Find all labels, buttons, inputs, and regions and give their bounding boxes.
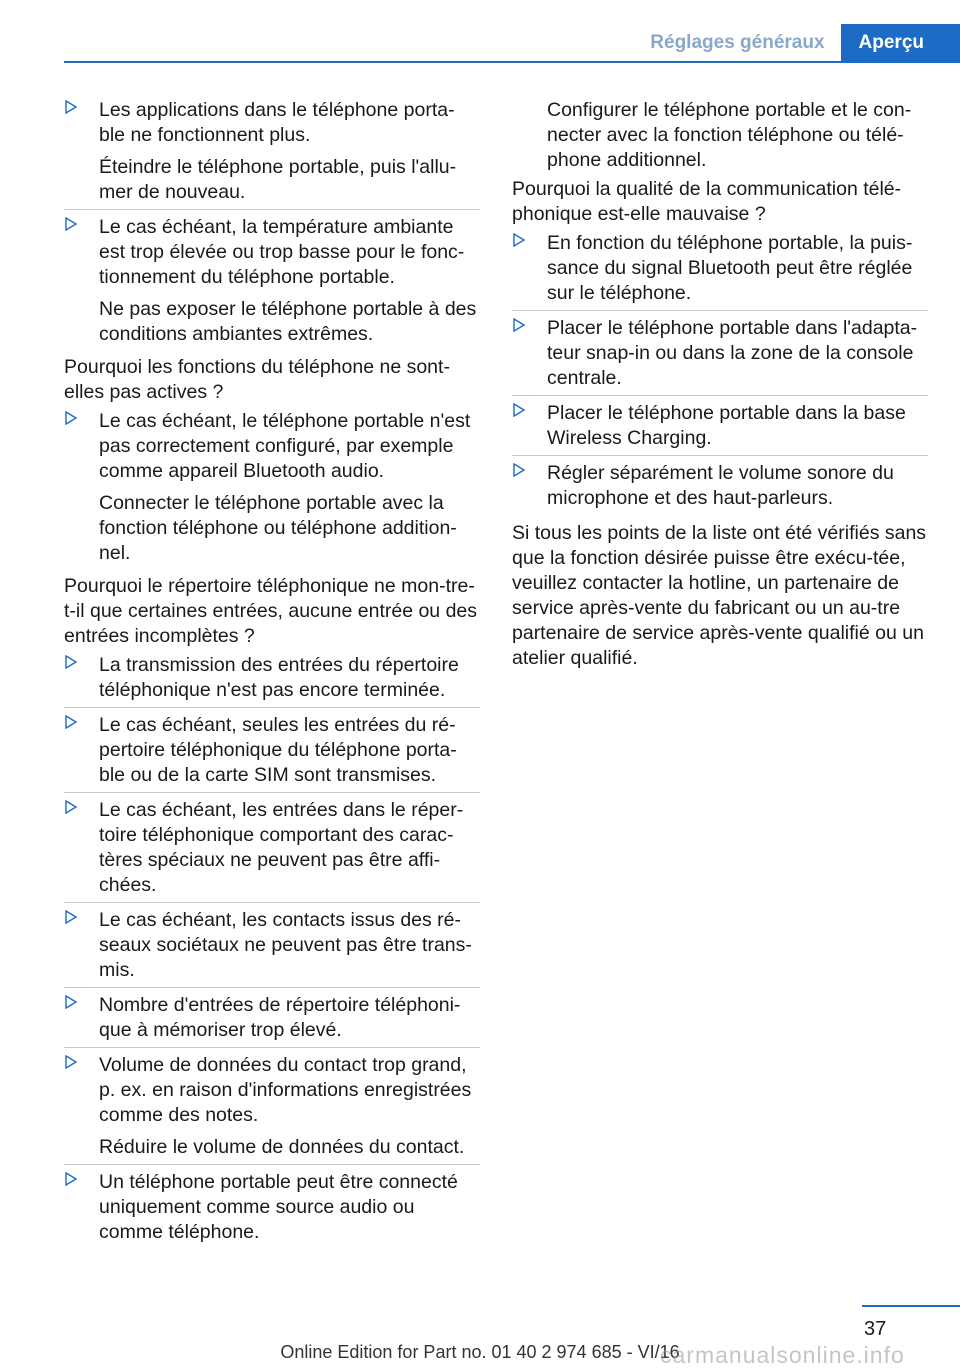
triangle-right-outline-icon	[64, 1055, 78, 1069]
list-item	[64, 902, 480, 987]
list-phonebook	[64, 653, 480, 1249]
closing-paragraph: Si tous les points de la liste ont été vérifiés sans que la fonction désirée puisse être exécu-tée, veuillez contacter la hotline, un partenaire de service après-vente du fabricant ou un au-tre partenaire de service après-vente qualifié ou un atelier qualifié.	[512, 522, 927, 669]
question-phonebook: Pourquoi le répertoire téléphonique ne mon-tre-t-il que certaines entrées, aucune entrée ou des entrées incomplètes ?	[64, 575, 478, 647]
list-item-text: Le cas échéant, la température ambiante est trop élevée ou trop basse pour le fonc-tionnement du téléphone portable.	[99, 216, 465, 288]
triangle-right-outline-icon	[512, 403, 526, 417]
list-item	[64, 653, 480, 707]
question-functions-inactive: Pourquoi les fonctions du téléphone ne sont-elles pas actives ?	[64, 356, 450, 403]
header-tabs	[634, 24, 960, 62]
triangle-right-outline-icon	[64, 217, 78, 231]
list-item-text: Les applications dans le téléphone porta-ble ne fonctionnent plus.	[99, 99, 455, 146]
triangle-right-outline-icon	[512, 233, 526, 247]
footer-edition: Online Edition for Part no. 01 40 2 974 685 - VI/16	[280, 1342, 680, 1362]
list-item-instruction: Réduire le volume de données du contact.	[99, 1136, 465, 1158]
list-item-instruction: Ne pas exposer le téléphone portable à des conditions ambiantes extrêmes.	[99, 298, 477, 345]
triangle-right-outline-icon	[64, 411, 78, 425]
list-call-quality	[512, 231, 928, 515]
header-rule	[64, 61, 960, 63]
triangle-right-outline-icon	[64, 655, 78, 669]
triangle-right-outline-icon	[64, 800, 78, 814]
page-number: 37	[864, 1318, 887, 1340]
list-functions	[64, 409, 480, 570]
list-item-text: Régler séparément le volume sonore du microphone et des haut-parleurs.	[547, 462, 894, 509]
list-item	[512, 395, 928, 455]
list-item	[64, 707, 480, 792]
list-item	[64, 1047, 480, 1164]
list-item	[64, 1164, 480, 1249]
list-item-text: Le cas échéant, les entrées dans le réper-toire téléphonique comportant des carac-tères spéciaux ne peuvent pas être affi-chées.	[99, 799, 464, 896]
list-item	[64, 209, 480, 351]
list-item-text: Le cas échéant, seules les entrées du ré-pertoire téléphonique du téléphone porta-ble ou de la carte SIM sont transmises.	[99, 714, 457, 786]
list-item	[64, 792, 480, 902]
list-item	[512, 231, 928, 310]
triangle-right-outline-icon	[512, 318, 526, 332]
section-title: Réglages généraux	[650, 32, 825, 53]
list-item-instruction: Éteindre le téléphone portable, puis l'allu-mer de nouveau.	[99, 156, 457, 203]
question-call-quality: Pourquoi la qualité de la communication télé-phonique est-elle mauvaise ?	[512, 178, 902, 225]
left-column	[64, 98, 480, 1249]
list-item-text: Le cas échéant, les contacts issus des ré-seaux sociétaux ne peuvent pas être trans-mis.	[99, 909, 472, 981]
list-item-text: Nombre d'entrées de répertoire téléphoni-que à mémoriser trop élevé.	[99, 994, 461, 1041]
list-item-text: La transmission des entrées du répertoire téléphonique n'est pas encore terminée.	[99, 654, 459, 701]
list-applications	[64, 98, 480, 351]
list-item-text: Volume de données du contact trop grand, p. ex. en raison d'informations enregistrées comme des notes.	[99, 1054, 472, 1126]
triangle-right-outline-icon	[64, 100, 78, 114]
list-item-instruction: Connecter le téléphone portable avec la fonction téléphone ou téléphone addition-nel.	[99, 492, 457, 564]
list-item	[64, 409, 480, 570]
list-item-text: En fonction du téléphone portable, la puis-sance du signal Bluetooth peut être réglée sur le téléphone.	[547, 232, 913, 304]
footer-rule	[862, 1305, 960, 1307]
list-item	[512, 455, 928, 515]
continued-text: Configurer le téléphone portable et le con-necter avec la fonction téléphone ou télé-phone additionnel.	[547, 99, 912, 171]
chapter-title: Aperçu	[841, 24, 960, 62]
list-item-text: Placer le téléphone portable dans la base Wireless Charging.	[547, 402, 906, 449]
triangle-right-outline-icon	[64, 910, 78, 924]
list-item	[512, 310, 928, 395]
list-item	[64, 987, 480, 1047]
list-item	[64, 98, 480, 209]
triangle-right-outline-icon	[64, 715, 78, 729]
list-item-text: Le cas échéant, le téléphone portable n'est pas correctement configuré, par exemple comme appareil Bluetooth audio.	[99, 410, 471, 482]
watermark: carmanualsonline.info	[660, 1342, 905, 1368]
list-item-text: Placer le téléphone portable dans l'adapta-teur snap-in ou dans la zone de la console centrale.	[547, 317, 918, 389]
list-item-text: Un téléphone portable peut être connecté uniquement comme source audio ou comme téléphone.	[99, 1171, 458, 1243]
triangle-right-outline-icon	[64, 995, 78, 1009]
triangle-right-outline-icon	[512, 463, 526, 477]
triangle-right-outline-icon	[64, 1172, 78, 1186]
right-column	[512, 98, 928, 677]
